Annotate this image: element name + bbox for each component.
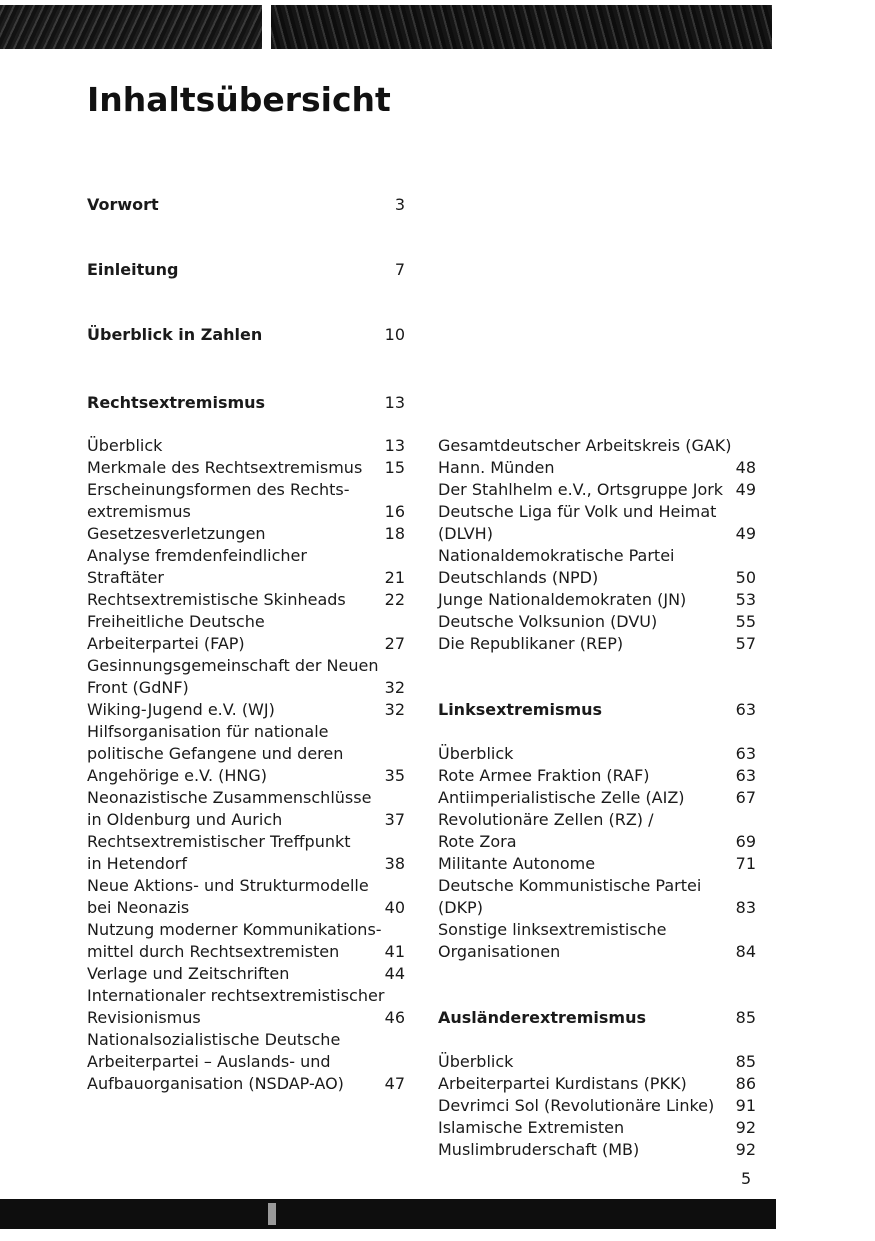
toc-entry-label: Überblick [87,436,163,455]
toc-entry-page: 53 [735,590,756,609]
toc-entry-label: mittel durch Rechtsextremisten [87,942,340,961]
toc-entry-label: Sonstige linksextremistische [438,920,667,939]
toc-entry-label: Einleitung [87,260,179,279]
toc-entry-label: Gesetzesverletzungen [87,524,266,543]
toc-entry-page: 44 [384,964,405,983]
toc-entry-label: Rechtsextremistische Skinheads [87,590,346,609]
toc-entry-page: 92 [735,1140,756,1159]
toc-entry-label: Wiking-Jugend e.V. (WJ) [87,700,275,719]
toc-entry-label: Angehörige e.V. (HNG) [87,766,267,785]
toc-entry-label: extremismus [87,502,191,521]
toc-entry-label: Nutzung moderner Kommunikations- [87,920,382,939]
toc-entry-page: 85 [735,1052,756,1071]
toc-entry-label: Überblick in Zahlen [87,325,263,344]
toc-entry-label: Front (GdNF) [87,678,189,697]
toc-entry-page: 21 [384,568,405,587]
toc-entry-page: 50 [735,568,756,587]
toc-entry-label: (DLVH) [438,524,493,543]
toc-entry-label: Freiheitliche Deutsche [87,612,265,631]
toc-entry-label: Gesinnungsgemeinschaft der Neuen [87,656,379,675]
toc-entry-label: Devrimci Sol (Revolutionäre Linke) [438,1096,715,1115]
toc-entry-label: Antiimperialistische Zelle (AIZ) [438,788,685,807]
toc-entry-label: Rechtsextremismus [87,393,266,412]
toc-entry-page: 69 [735,832,756,851]
toc-entry-label: Merkmale des Rechtsextremismus [87,458,363,477]
toc-entry-page: 7 [394,260,405,279]
toc-entry-label: Arbeiterpartei (FAP) [87,634,245,653]
toc-entry-label: Muslimbruderschaft (MB) [438,1140,640,1159]
toc-entry-page: 63 [735,700,756,719]
toc-entry-page: 15 [384,458,405,477]
toc-entry-label: Überblick [438,744,514,763]
toc-entry-page: 67 [735,788,756,807]
toc-entry-page: 63 [735,766,756,785]
toc-entry-page: 32 [384,678,405,697]
toc-entry-label: Rote Armee Fraktion (RAF) [438,766,650,785]
toc-entry-page: 55 [735,612,756,631]
toc-entry-label: Militante Autonome [438,854,596,873]
page-number: 5 [741,1169,752,1188]
toc-entry-page: 71 [735,854,756,873]
toc-entry-label: Hann. Münden [438,458,555,477]
toc-entry-page: 38 [384,854,405,873]
toc-entry-label: Arbeiterpartei Kurdistans (PKK) [438,1074,687,1093]
toc-entry-page: 85 [735,1008,756,1027]
toc-entry-label: Arbeiterpartei – Auslands- und [87,1052,331,1071]
toc-entry-label: Vorwort [87,195,159,214]
toc-entry-label: Deutsche Volksunion (DVU) [438,612,658,631]
toc-entry-label: (DKP) [438,898,483,917]
toc-entry-page: 22 [384,590,405,609]
toc-entry-page: 40 [384,898,405,917]
toc-entry-page: 84 [735,942,756,961]
toc-entry-page: 92 [735,1118,756,1137]
toc-entry-page: 37 [384,810,405,829]
toc-entry-label: Gesamtdeutscher Arbeitskreis (GAK) [438,436,732,455]
toc-entry-page: 41 [384,942,405,961]
toc-entry-label: Ausländerextremismus [438,1008,646,1027]
toc-entry-page: 49 [735,524,756,543]
toc-entry-label: Neue Aktions- und Strukturmodelle [87,876,369,895]
toc-entry-page: 63 [735,744,756,763]
toc-entry-page: 16 [384,502,405,521]
toc-entry-label: Islamische Extremisten [438,1118,625,1137]
toc-entry-page: 35 [384,766,405,785]
toc-entry-page: 10 [384,325,405,344]
toc-entry-page: 49 [735,480,756,499]
toc-entry-label: Überblick [438,1052,514,1071]
toc-entry-page: 57 [735,634,756,653]
toc-entry-label: Organisationen [438,942,561,961]
page-title: Inhaltsübersicht [87,80,391,119]
toc-entry-label: Rote Zora [438,832,517,851]
toc-entry-label: Nationalsozialistische Deutsche [87,1030,341,1049]
toc-entry-page: 46 [384,1008,405,1027]
toc-entry-page: 13 [384,436,405,455]
toc-entry-label: Revisionismus [87,1008,201,1027]
toc-entry-page: 47 [384,1074,405,1093]
toc-entry-label: Straftäter [87,568,164,587]
toc-entry-label: Revolutionäre Zellen (RZ) / [438,810,654,829]
toc-entry-label: in Hetendorf [87,854,187,873]
top-scan-band-left [0,5,262,49]
toc-entry-label: Internationaler rechtsextremistischer [87,986,385,1005]
toc-entry-label: Analyse fremdenfeindlicher [87,546,307,565]
toc-entry-page: 86 [735,1074,756,1093]
toc-entry-label: Neonazistische Zusammenschlüsse [87,788,372,807]
toc-entry-label: politische Gefangene und deren [87,744,344,763]
toc-entry-label: Die Republikaner (REP) [438,634,624,653]
toc-entry-label: in Oldenburg und Aurich [87,810,283,829]
toc-entry-label: Erscheinungsformen des Rechts- [87,480,350,499]
toc-entry-label: Junge Nationaldemokraten (JN) [438,590,687,609]
toc-entry-label: Verlage und Zeitschriften [87,964,290,983]
toc-entry-page: 27 [384,634,405,653]
toc-entry-label: Hilfsorganisation für nationale [87,722,329,741]
toc-entry-label: Der Stahlhelm e.V., Ortsgruppe Jork [438,480,724,499]
toc-entry-page: 32 [384,700,405,719]
toc-entry-page: 18 [384,524,405,543]
toc-entry-label: Rechtsextremistischer Treffpunkt [87,832,351,851]
toc-entry-label: Deutsche Liga für Volk und Heimat [438,502,717,521]
toc-entry-page: 3 [394,195,405,214]
toc-entry-label: Deutsche Kommunistische Partei [438,876,702,895]
toc-entry-label: Nationaldemokratische Partei [438,546,675,565]
bottom-scan-mark [268,1203,276,1225]
top-scan-band-right [271,5,772,49]
bottom-scan-band [0,1199,776,1229]
toc-entry-page: 83 [735,898,756,917]
toc-entry-page: 91 [735,1096,756,1115]
toc-entry-label: Aufbauorganisation (NSDAP-AO) [87,1074,344,1093]
toc-entry-label: Deutschlands (NPD) [438,568,599,587]
toc-entry-page: 48 [735,458,756,477]
toc-entry-page: 13 [384,393,405,412]
toc-entry-label: bei Neonazis [87,898,190,917]
toc-entry-label: Linksextremismus [438,700,603,719]
